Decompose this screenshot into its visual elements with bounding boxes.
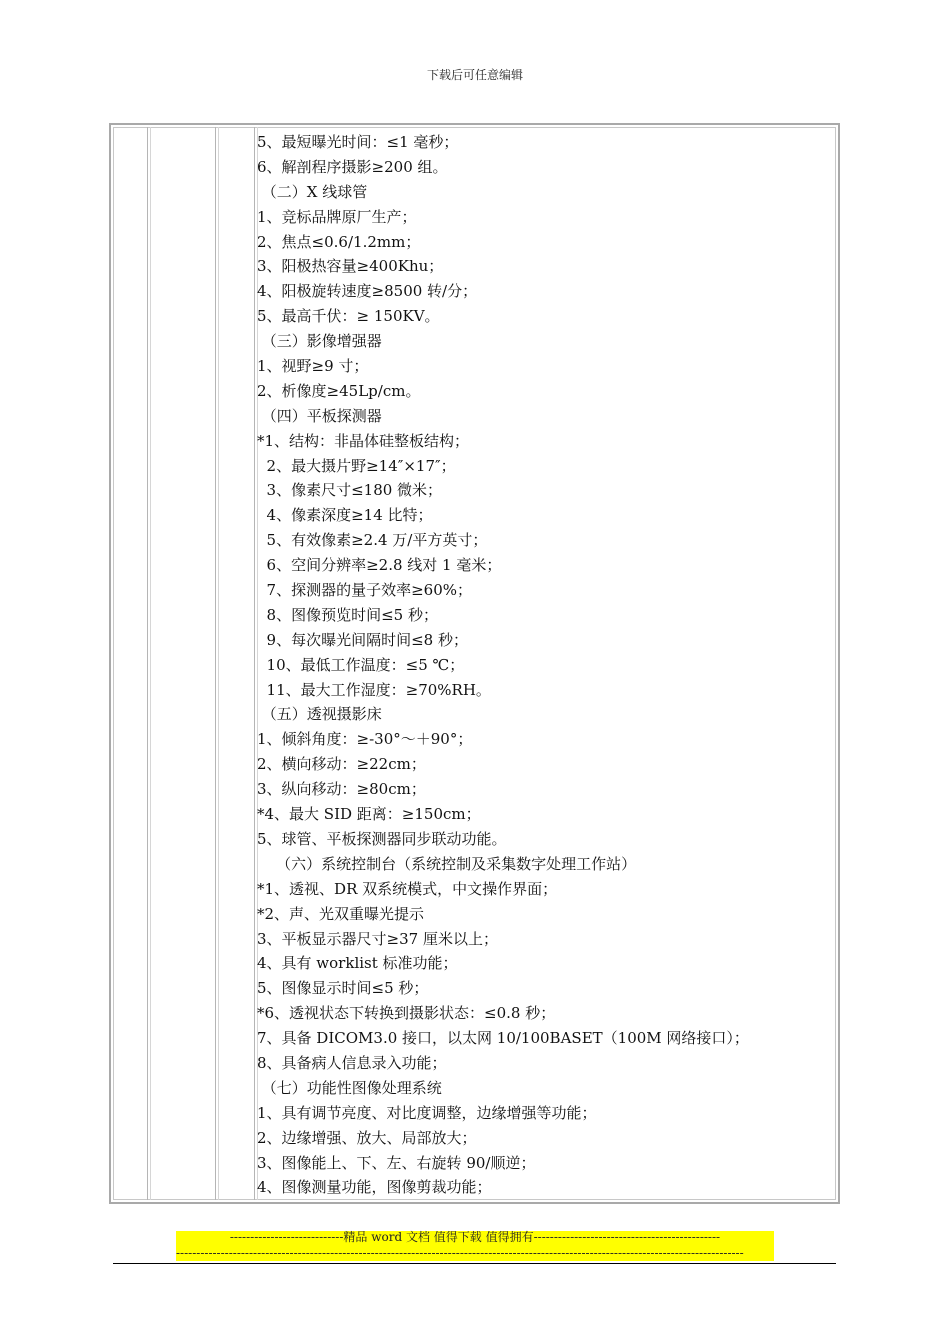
table-column-divider xyxy=(150,127,151,1200)
spec-line: 2、横向移动：≥22cm； xyxy=(257,755,426,774)
spec-line: （五）透视摄影床 xyxy=(257,705,382,724)
spec-line: *1、结构：非晶体硅整板结构； xyxy=(257,431,470,450)
spec-line: 2、焦点≤0.6/1.2mm； xyxy=(257,232,421,251)
spec-line: （四）平板探测器 xyxy=(257,406,382,425)
spec-line: （六）系统控制台（系统控制及采集数字处理工作站） xyxy=(257,854,637,873)
spec-line: 4、像素深度≥14 比特； xyxy=(257,506,433,525)
spec-line: （七）功能性图像处理系统 xyxy=(257,1078,442,1097)
footer-rule xyxy=(113,1263,836,1264)
spec-line: （三）影像增强器 xyxy=(257,332,382,351)
spec-line: 3、平板显示器尺寸≥37 厘米以上； xyxy=(257,929,498,948)
spec-line: 6、解剖程序摄影≥200 组。 xyxy=(257,157,448,176)
spec-line: 1、具有调节亮度、对比度调整，边缘增强等功能； xyxy=(257,1103,597,1122)
spec-line: 7、具备 DICOM3.0 接口，以太网 10/100BASET（100M 网络接口）； xyxy=(257,1029,749,1048)
table-column-divider xyxy=(147,127,148,1200)
spec-line: 2、析像度≥45Lp/cm。 xyxy=(257,381,421,400)
spec-line: *1、透视、DR 双系统模式，中文操作界面； xyxy=(257,879,558,898)
spec-line: 3、阳极热容量≥400Khu； xyxy=(257,257,444,276)
spec-line: 1、倾斜角度：≥-30°～＋90°； xyxy=(257,730,473,749)
spec-line: 11、最大工作湿度：≥70%RH。 xyxy=(257,680,491,699)
spec-line: 10、最低工作温度：≤5 ℃； xyxy=(257,655,465,674)
spec-line: 6、空间分辨率≥2.8 线对 1 毫米； xyxy=(257,556,502,575)
spec-line: *4、最大 SID 距离：≥150cm； xyxy=(257,805,481,824)
spec-line: （二）X 线球管 xyxy=(257,182,368,201)
footer-dashes: -------------------------------------------------------------------------------------------------------------------------------------------- xyxy=(176,1246,744,1260)
spec-line: 5、图像显示时间≤5 秒； xyxy=(257,979,429,998)
spec-line: 4、具有 worklist 标准功能； xyxy=(257,954,458,973)
spec-line: 4、图像测量功能，图像剪裁功能； xyxy=(257,1178,492,1197)
table-column-divider xyxy=(254,127,255,1200)
spec-line: 3、像素尺寸≤180 微米； xyxy=(257,481,443,500)
table-column-divider xyxy=(218,127,219,1200)
spec-line: *2、声、光双重曝光提示 xyxy=(257,904,425,923)
spec-line: *6、透视状态下转换到摄影状态：≤0.8 秒； xyxy=(257,1004,556,1023)
spec-line: 1、视野≥9 寸； xyxy=(257,357,369,376)
spec-line: 8、图像预览时间≤5 秒； xyxy=(257,605,438,624)
page-header: 下载后可任意编辑 xyxy=(426,68,523,82)
spec-line: 9、每次曝光间隔时间≤8 秒； xyxy=(257,630,468,649)
table-column-divider xyxy=(215,127,216,1200)
spec-content-cell xyxy=(257,130,832,1200)
spec-line: 5、有效像素≥2.4 万/平方英寸； xyxy=(257,531,488,550)
spec-line: 3、纵向移动：≥80cm； xyxy=(257,780,426,799)
spec-line: 5、球管、平板探测器同步联动功能。 xyxy=(257,829,507,848)
spec-line: 1、竞标品牌原厂生产； xyxy=(257,207,417,226)
footer-promo-text: ----------------------------精品 word 文档 值得下载 值得拥有---------------------------------------------- xyxy=(229,1230,721,1244)
spec-line: 5、最短曝光时间：≤1 毫秒； xyxy=(257,133,459,151)
spec-line: 2、最大摄片野≥14″×17″； xyxy=(257,456,456,475)
spec-line: 2、边缘增强、放大、局部放大； xyxy=(257,1128,477,1147)
spec-line: 5、最高千伏：≥ 150KV。 xyxy=(257,307,440,326)
spec-line: 3、图像能上、下、左、右旋转 90/顺逆； xyxy=(257,1153,536,1172)
spec-line: 8、具备病人信息录入功能； xyxy=(257,1053,447,1072)
spec-line: 4、阳极旋转速度≥8500 转/分； xyxy=(257,282,478,301)
spec-line: 7、探测器的量子效率≥60%； xyxy=(257,581,472,600)
